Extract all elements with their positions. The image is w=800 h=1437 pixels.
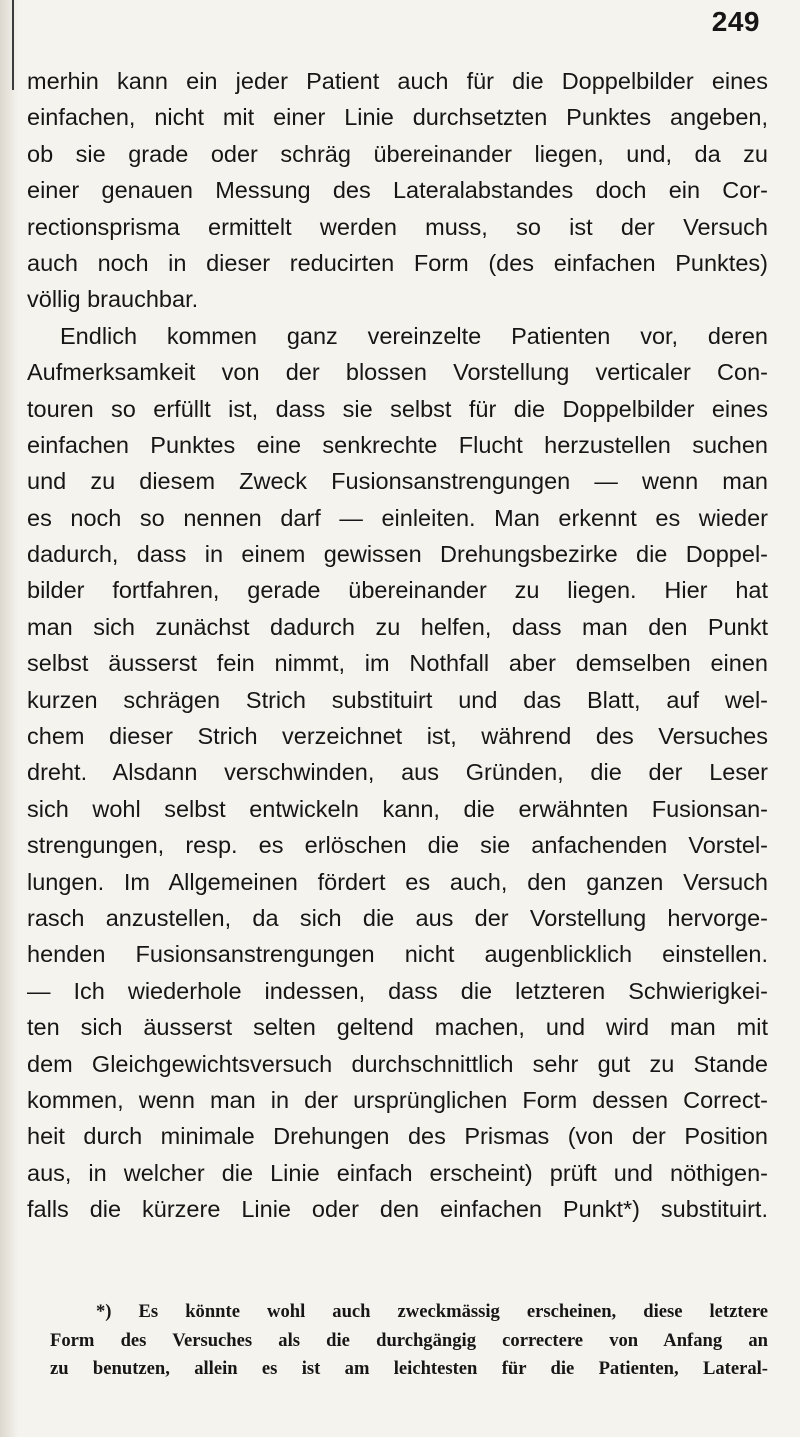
text-line: man sich zunächst dadurch zu helfen, dass man den Punkt: [27, 613, 768, 640]
footnote-line: *) Es könnte wohl auch zweckmässig erscheinen, diese letztere: [96, 1301, 768, 1322]
text-line: strengungen, resp. es erlöschen die sie anfachenden Vorstel-: [27, 832, 768, 859]
text-line: einfachen, nicht mit einer Linie durchsetzten Punktes angeben,: [27, 104, 768, 131]
text-line: heit durch minimale Drehungen des Prismas (von der Position: [27, 1123, 768, 1150]
text-line: auch noch in dieser reducirten Form (des einfachen Punktes): [27, 249, 768, 276]
text-line: ob sie grade oder schräg übereinander liegen, und, da zu: [27, 140, 768, 167]
text-line: touren so erfüllt ist, dass sie selbst für die Doppelbilder eines: [27, 395, 768, 422]
footnote-line: zu benutzen, allein es ist am leichtesten für die Patienten, Lateral-: [50, 1358, 768, 1379]
text-line: sich wohl selbst entwickeln kann, die erwähnten Fusionsan-: [27, 795, 768, 822]
text-line: dem Gleichgewichtsversuch durchschnittlich sehr gut zu Stande: [27, 1050, 768, 1077]
text-line: dadurch, dass in einem gewissen Drehungsbezirke die Doppel-: [27, 541, 768, 568]
text-line: bilder fortfahren, gerade übereinander zu liegen. Hier hat: [27, 577, 768, 604]
text-line: merhin kann ein jeder Patient auch für die Doppelbilder eines: [27, 68, 768, 94]
text-line: — Ich wiederhole indessen, dass die letzteren Schwierigkei-: [27, 977, 768, 1004]
body-text: [27, 63, 768, 1228]
text-line: ten sich äusserst selten geltend machen, und wird man mit: [27, 1014, 768, 1041]
text-line: es noch so nennen darf — einleiten. Man erkennt es wieder: [27, 504, 768, 531]
footnote-line: Form des Versuches als die durchgängig correctere von Anfang an: [50, 1329, 768, 1351]
text-line: rasch anzustellen, da sich die aus der Vorstellung hervorge-: [27, 904, 768, 931]
text-line: selbst äusserst fein nimmt, im Nothfall aber demselben einen: [27, 650, 768, 677]
page-gutter-shadow: [0, 0, 18, 1437]
text-line: völlig brauchbar.: [27, 286, 199, 313]
text-line: dreht. Alsdann verschwinden, aus Gründen, die der Leser: [27, 759, 768, 786]
text-line: falls die kürzere Linie oder den einfachen Punkt*) substituirt.: [27, 1196, 768, 1223]
text-line: henden Fusionsanstrengungen nicht augenblicklich einstellen.: [27, 941, 768, 968]
page-number: 249: [711, 6, 760, 37]
text-line: lungen. Im Allgemeinen fördert es auch, den ganzen Versuch: [27, 868, 768, 895]
text-line: chem dieser Strich verzeichnet ist, während des Versuches: [27, 723, 768, 750]
text-line: kurzen schrägen Strich substituirt und das Blatt, auf wel-: [27, 686, 768, 713]
text-line: einer genauen Messung des Lateralabstandes doch ein Cor-: [27, 177, 768, 204]
text-line: aus, in welcher die Linie einfach erscheint) prüft und nöthigen-: [27, 1159, 768, 1186]
text-line: und zu diesem Zweck Fusionsanstrengungen — wenn man: [27, 468, 768, 495]
text-line: kommen, wenn man in der ursprünglichen Form dessen Correct-: [27, 1086, 768, 1113]
footnote: [50, 1298, 768, 1384]
text-line: Endlich kommen ganz vereinzelte Patienten vor, deren: [60, 322, 768, 349]
binding-edge-mark: [12, 0, 14, 90]
text-line: Aufmerksamkeit von der blossen Vorstellung verticaler Con-: [27, 359, 768, 386]
text-line: rectionsprisma ermittelt werden muss, so ist der Versuch: [27, 213, 768, 240]
text-line: einfachen Punktes eine senkrechte Flucht herzustellen suchen: [27, 431, 768, 458]
